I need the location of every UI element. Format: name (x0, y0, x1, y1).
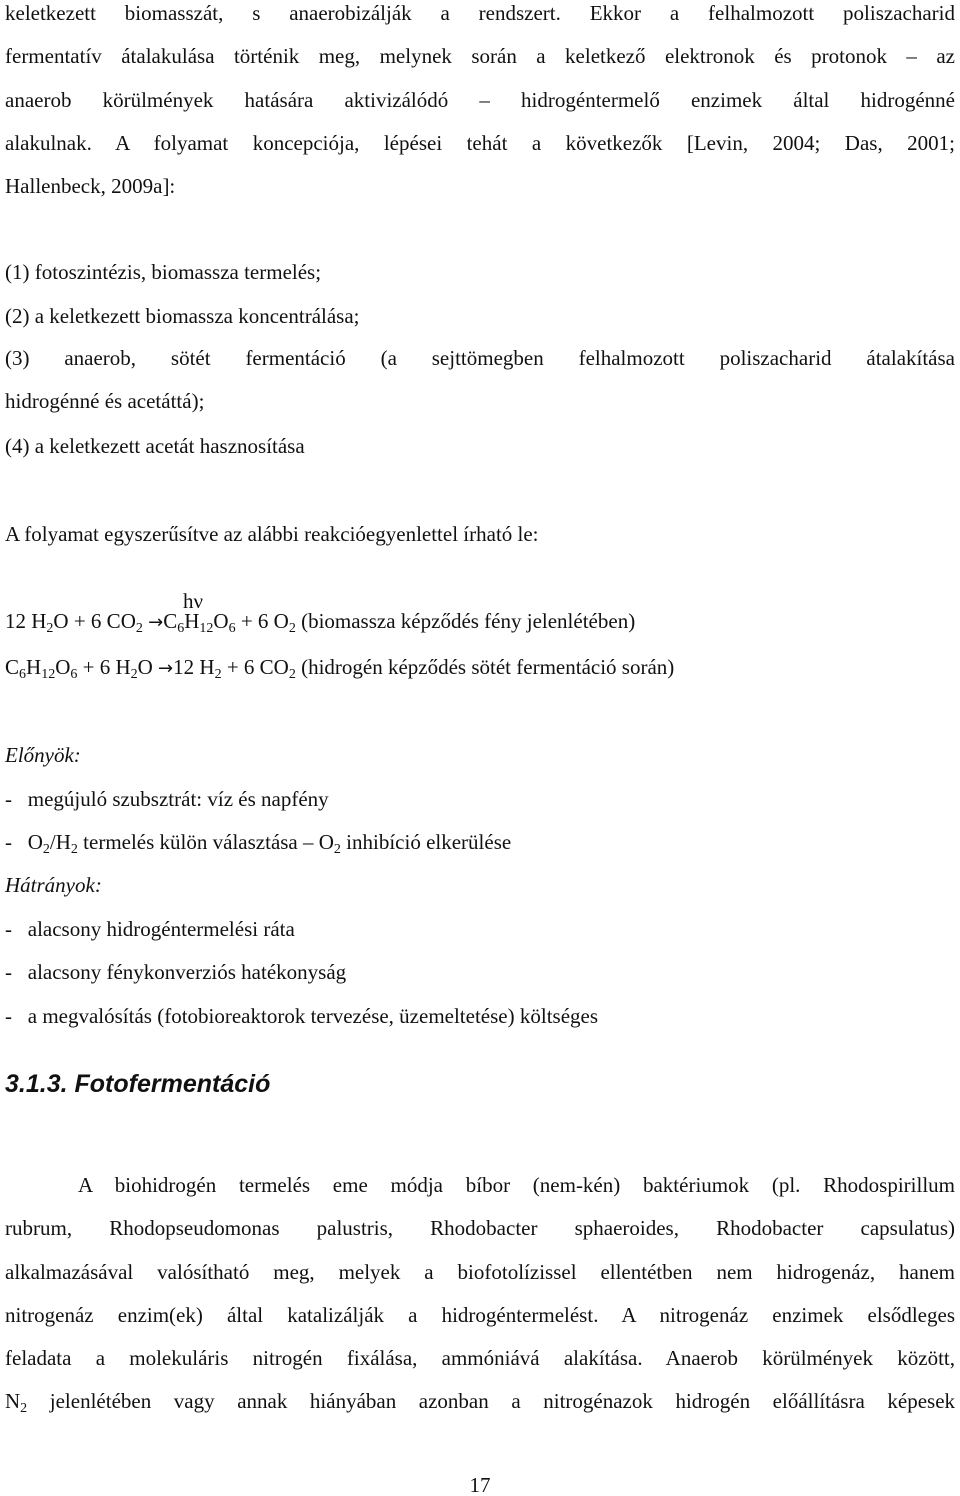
disadvantage-2: - alacsony fénykonverziós hatékonyság (5, 960, 347, 984)
step-1: (1) fotoszintézis, biomassza termelés; (5, 260, 322, 284)
equation-1: 12 $H_2O + 6$ $CO_2 \to C_6H_{12}O_6 + 6$ $O_2$ (biomassza képződés fény jelenlétében) (5, 609, 636, 636)
intro-line-3: anaerob körülmények hatására aktivizálódó – hidrogéntermelő enzimek által hidrogénné (5, 87, 955, 112)
page-number: 17 (469, 1473, 491, 1496)
section-line-5: feladata a molekuláris nitrogén fixálása, ammóniává alakítása. Anaerob körülmények között, (5, 1346, 955, 1371)
hv-label: hν (183, 589, 203, 613)
section-heading: 3.1.3. Fotofermentáció (5, 1070, 271, 1098)
section-line-1: A biohidrogén termelés eme módja bíbor (nem-kén) baktériumok (pl. Rhodospirillum (78, 1173, 955, 1197)
intro-line-2: fermentatív átalakulása történik meg, melynek során a keletkező elektronok és protonok – az (5, 44, 955, 69)
step-4: (4) a keletkezett acetát hasznosítása (5, 434, 305, 458)
advantage-2: - $O_2/H_2$ termelés külön választása – $O_2$ inhibíció elkerülése (5, 830, 512, 857)
intro-line-1: keletkezett biomasszát, s anaerobizálják a rendszert. Ekkor a felhalmozott poliszacharid (5, 1, 955, 25)
section-line-4: nitrogenáz enzim(ek) által katalizálják a hidrogéntermelést. A nitrogenáz enzimek elsődleges (5, 1302, 955, 1327)
advantage-2-end: inhibíció elkerülése (346, 830, 512, 854)
equation-2-note: (hidrogén képződés sötét fermentáció során) (301, 655, 675, 679)
summary-sentence: A folyamat egyszerűsítve az alábbi reakcióegyenlettel írható le: (5, 522, 539, 546)
step-3-line-1: (3) anaerob, sötét fermentáció (a sejttömegben felhalmozott poliszacharid átalakítása (5, 346, 955, 370)
intro-paragraph (5, 0, 955, 208)
section-line-6: $N_2$ jelenlétében vagy annak hiányában azonban a nitrogénazok hidrogén előállításra képesek (5, 1389, 956, 1417)
step-3-line-2: hidrogénné és acetáttá); (5, 389, 205, 414)
advantages-title: Előnyök: (5, 743, 81, 767)
section-line-6-text: jelenlétében vagy annak hiányában azonban a nitrogénazok hidrogén előállításra képesek (49, 1389, 956, 1414)
disadvantages-title: Hátrányok: (5, 873, 102, 897)
section-line-3: alkalmazásával valósítható meg, melyek a biofotolízissel ellentétben nem hidrogenáz, hanem (5, 1259, 955, 1284)
step-3 (5, 337, 955, 424)
section-paragraph (5, 1164, 955, 1424)
disadvantage-3: - a megvalósítás (fotobioreaktorok tervezése, üzemeltetése) költséges (5, 1004, 599, 1028)
step-2: (2) a keletkezett biomassza koncentrálása; (5, 304, 360, 328)
equation-2: $C_6H_{12}O_6 + 6$ $H_2O \to 12$ $H_2 + 6$ $CO_2$ (hidrogén képződés sötét fermentáció során) (5, 655, 675, 682)
equation-1-note: (biomassza képződés fény jelenlétében) (301, 609, 636, 633)
intro-line-5: Hallenbeck, 2009a]: (5, 174, 176, 199)
advantage-2-text: termelés külön választása – O (83, 830, 334, 854)
intro-line-4: alakulnak. A folyamat koncepciója, lépései tehát a következők [Levin, 2004; Das, 2001; (5, 130, 955, 155)
disadvantage-1: - alacsony hidrogéntermelési ráta (5, 917, 295, 941)
advantage-1: - megújuló szubsztrát: víz és napfény (5, 787, 329, 811)
section-line-2: rubrum, Rhodopseudomonas palustris, Rhodobacter sphaeroides, Rhodobacter capsulatus) (5, 1216, 955, 1241)
